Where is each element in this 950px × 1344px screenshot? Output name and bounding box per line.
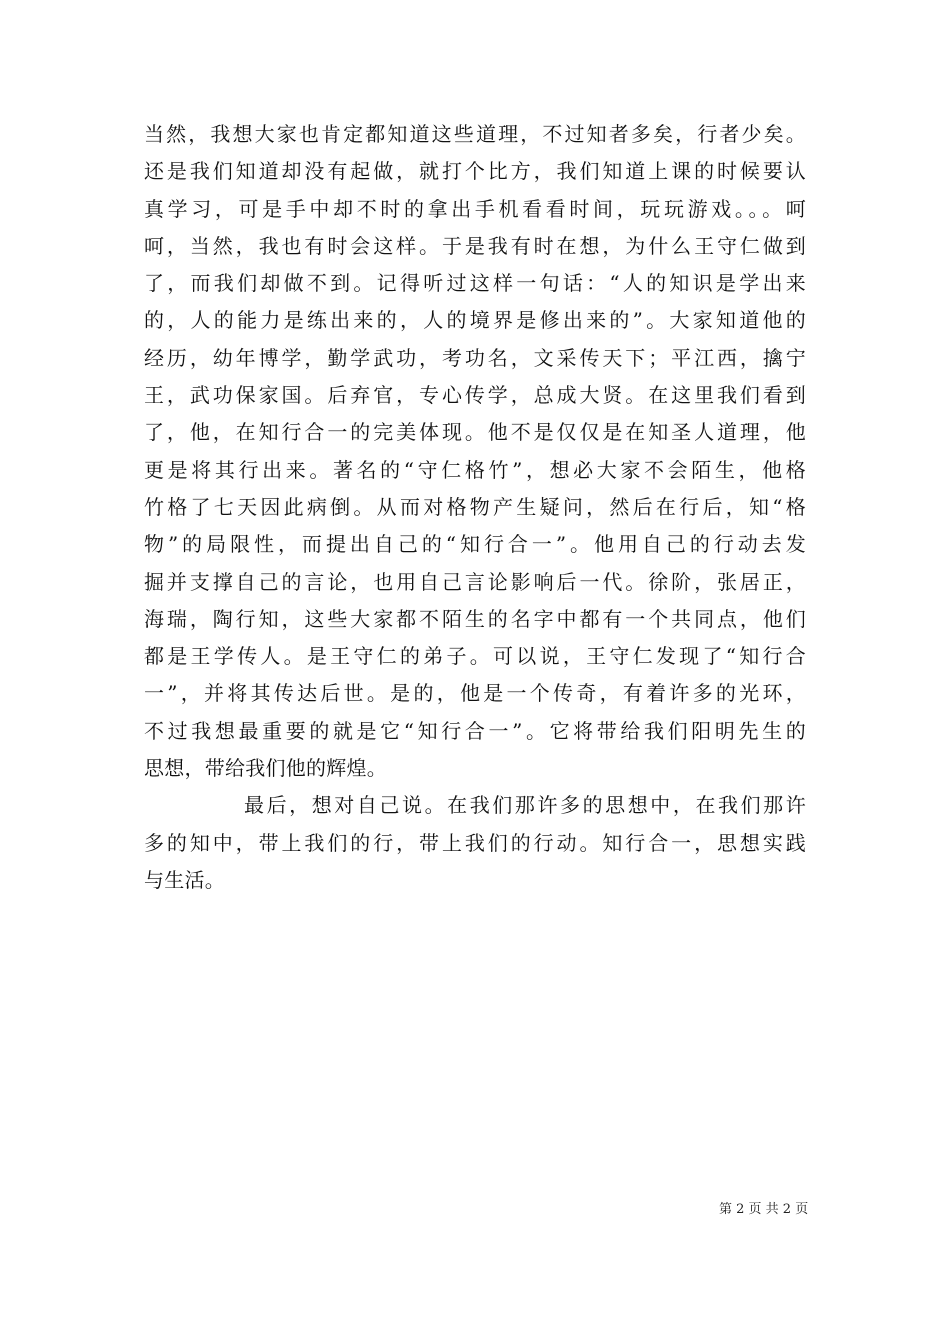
page-number-footer: 第 2 页 共 2 页 bbox=[719, 1202, 809, 1217]
paragraph-1 bbox=[144, 116, 806, 787]
text-line: 还是我们知道却没有起做，就打个比方，我们知道上课的时候要认 bbox=[144, 159, 806, 184]
text-line: 竹格了七天因此病倒。从而对格物产生疑问，然后在行后，知“格 bbox=[144, 494, 806, 519]
text-line: 了，而我们却做不到。记得听过这样一句话：“人的知识是学出来 bbox=[144, 271, 806, 296]
text-line: 了，他，在知行合一的完美体现。他不是仅仅是在知圣人道理，他 bbox=[144, 420, 806, 445]
text-line: 呵，当然，我也有时会这样。于是我有时在想，为什么王守仁做到 bbox=[144, 233, 806, 258]
text-line: 最后，想对自己说。在我们那许多的思想中，在我们那许 bbox=[244, 793, 806, 818]
text-line: 当然，我想大家也肯定都知道这些道理，不过知者多矣，行者少矣。 bbox=[144, 122, 806, 146]
text-line: 都是王学传人。是王守仁的弟子。可以说，王守仁发现了“知行合 bbox=[144, 644, 806, 669]
text-line: 王，武功保家国。后弃官，专心传学，总成大贤。在这里我们看到 bbox=[144, 383, 806, 408]
text-line: 物”的局限性，而提出自己的“知行合一”。他用自己的行动去发 bbox=[144, 532, 806, 557]
text-line: 更是将其行出来。著名的“守仁格竹”，想必大家不会陌生，他格 bbox=[144, 457, 806, 482]
text-line: 掘并支撑自己的言论，也用自己言论影响后一代。徐阶，张居正， bbox=[144, 569, 806, 594]
paragraph-2 bbox=[144, 787, 806, 899]
text-line: 思想，带给我们他的辉煌。 bbox=[144, 756, 387, 781]
document-body bbox=[144, 116, 806, 899]
text-line: 真学习，可是手中却不时的拿出手机看看时间，玩玩游戏。。。呵 bbox=[144, 196, 806, 221]
text-line: 海瑞，陶行知，这些大家都不陌生的名字中都有一个共同点，他们 bbox=[144, 606, 806, 631]
text-line: 不过我想最重要的就是它“知行合一”。它将带给我们阳明先生的 bbox=[144, 718, 806, 743]
text-line: 经历，幼年博学，勤学武功，考功名，文采传天下；平江西，擒宁 bbox=[144, 345, 806, 370]
text-line: 多的知中，带上我们的行，带上我们的行动。知行合一，思想实践 bbox=[144, 830, 806, 855]
text-line: 与生活。 bbox=[144, 867, 225, 892]
text-line: 的，人的能力是练出来的，人的境界是修出来的”。大家知道他的 bbox=[144, 308, 806, 333]
text-line: 一”，并将其传达后世。是的，他是一个传奇，有着许多的光环， bbox=[144, 681, 806, 706]
